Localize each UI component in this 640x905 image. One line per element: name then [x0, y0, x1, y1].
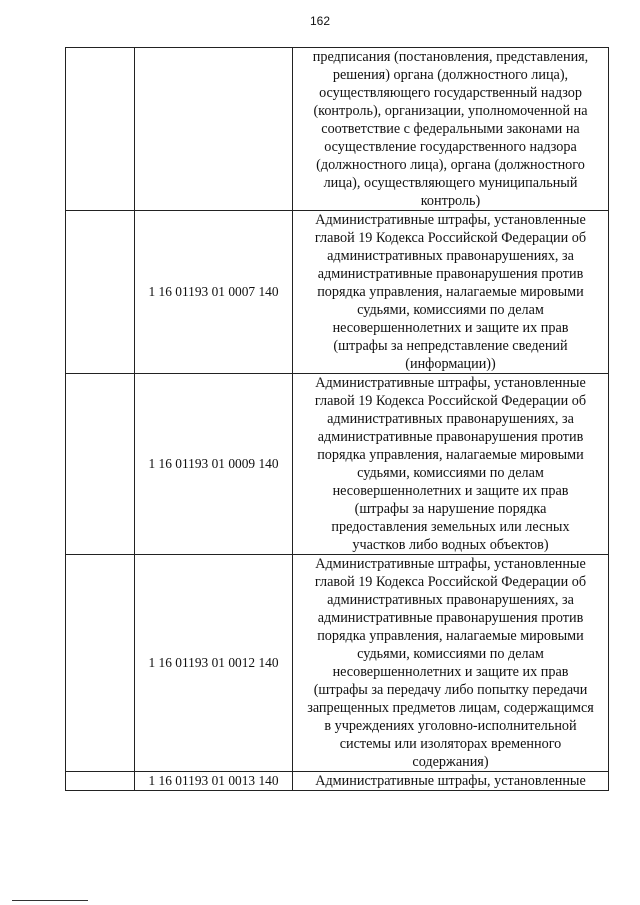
description-line: административные правонарушения против	[317, 429, 584, 445]
description-line: предписания (постановления, представления,	[312, 49, 589, 65]
empty-cell	[66, 211, 135, 374]
budget-codes-table	[65, 47, 609, 791]
table-row	[66, 772, 609, 791]
description-line: Административные штрафы, установленные	[315, 773, 586, 789]
description-line: порядка управления, налагаемые мировыми	[317, 284, 584, 300]
description-line: запрещенных предметов лицам, содержащимся	[307, 700, 594, 716]
description-cell	[293, 772, 609, 791]
description-line: административные правонарушения против	[317, 610, 584, 626]
description-line: главой 19 Кодекса Российской Федерации об	[314, 230, 587, 246]
description-line: Административные штрафы, установленные	[315, 212, 586, 228]
description-line: главой 19 Кодекса Российской Федерации об	[314, 393, 587, 409]
description-line: судьями, комиссиями по делам	[357, 302, 544, 318]
description-line: системы или изоляторах временного	[339, 736, 562, 752]
empty-cell	[66, 772, 135, 791]
budget-code-cell: 1 16 01193 01 0012 140	[135, 555, 293, 772]
budget-code-cell: 1 16 01193 01 0007 140	[135, 211, 293, 374]
budget-code-cell: 1 16 01193 01 0009 140	[135, 374, 293, 555]
empty-cell	[66, 374, 135, 555]
description-line: (штрафы за нарушение порядка	[354, 501, 547, 517]
table-row	[66, 48, 609, 211]
description-line: контроль)	[420, 193, 481, 209]
description-line: участков либо водных объектов)	[352, 537, 549, 553]
empty-cell	[66, 555, 135, 772]
description-line: несовершеннолетних и защите их прав	[332, 664, 569, 680]
description-line: порядка управления, налагаемые мировыми	[317, 628, 584, 644]
description-line: административные правонарушения против	[317, 266, 584, 282]
description-line: главой 19 Кодекса Российской Федерации об	[314, 574, 587, 590]
description-line: Административные штрафы, установленные	[315, 556, 586, 572]
description-line: несовершеннолетних и защите их прав	[332, 483, 569, 499]
description-line: Административные штрафы, установленные	[315, 375, 586, 391]
description-line: (контроль), организации, уполномоченной на	[313, 103, 588, 119]
description-line: предоставления земельных или лесных	[331, 519, 570, 535]
description-line: порядка управления, налагаемые мировыми	[317, 447, 584, 463]
description-line: решения) органа (должностного лица),	[332, 67, 569, 83]
description-line: административных правонарушениях, за	[327, 411, 574, 427]
description-line: осуществление государственного надзора	[324, 139, 577, 155]
description-line: в учреждениях уголовно-исполнительной	[324, 718, 577, 734]
description-line: (штрафы за непредставление сведений	[333, 338, 568, 354]
description-line: судьями, комиссиями по делам	[357, 465, 544, 481]
description-line: осуществляющего государственный надзор	[319, 85, 582, 101]
description-cell	[293, 374, 609, 555]
description-cell	[293, 48, 609, 211]
description-line: (информации))	[405, 356, 496, 372]
description-line: лица), осуществляющего муниципальный	[323, 175, 578, 191]
description-line: (штрафы за передачу либо попытку передачи	[313, 682, 588, 698]
budget-code-cell	[135, 48, 293, 211]
description-cell	[293, 555, 609, 772]
table-row	[66, 374, 609, 555]
description-cell	[293, 211, 609, 374]
description-line: судьями, комиссиями по делам	[357, 646, 544, 662]
description-line: соответствие с федеральными законами на	[321, 121, 580, 137]
description-line: административных правонарушениях, за	[327, 592, 574, 608]
page-number: 162	[309, 14, 331, 28]
footnote-rule	[12, 900, 88, 901]
description-line: несовершеннолетних и защите их прав	[332, 320, 569, 336]
empty-cell	[66, 48, 135, 211]
description-line: содержания)	[412, 754, 489, 770]
description-line: административных правонарушениях, за	[327, 248, 574, 264]
description-line: (должностного лица), органа (должностного	[316, 157, 585, 173]
table-row	[66, 555, 609, 772]
budget-code-cell: 1 16 01193 01 0013 140	[135, 772, 293, 791]
table-row	[66, 211, 609, 374]
